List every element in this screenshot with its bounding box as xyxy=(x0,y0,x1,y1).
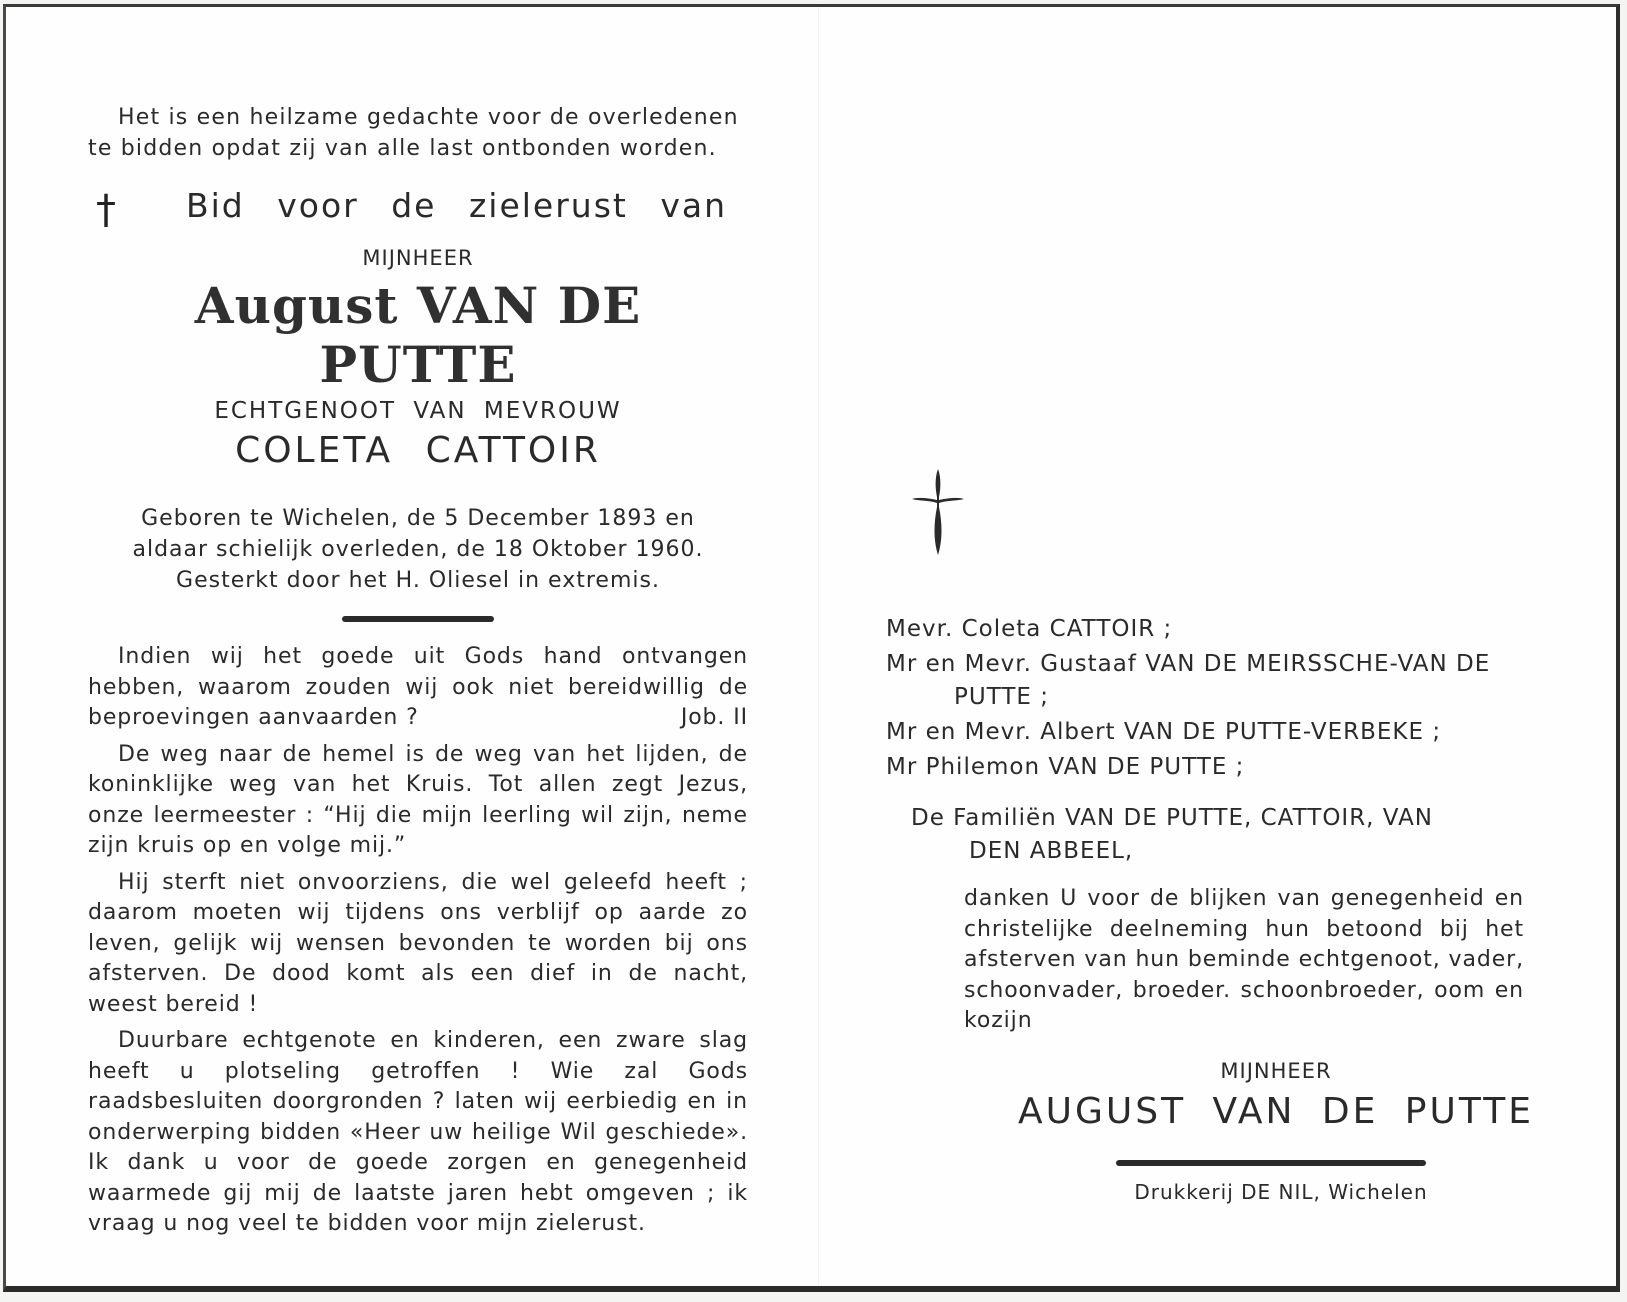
divider xyxy=(1116,1160,1426,1166)
paragraph xyxy=(88,740,748,862)
intro-line: te bidden opdat zij van alle last ontbonden worden. xyxy=(88,136,717,161)
date-line: Gesterkt door het H. Oliesel in extremis. xyxy=(176,568,660,593)
memorial-card xyxy=(3,4,1620,1292)
family-line-continued: PUTTE ; xyxy=(954,684,1049,710)
printer-credit: Drukkerij DE NIL, Wichelen xyxy=(1134,1179,1428,1204)
date-line: aldaar schielijk overleden, de 18 Oktober 1960. xyxy=(132,537,704,562)
paragraph-text: Hij sterft niet onvoorziens, die wel geleefd heeft ; daarom moeten wij tijdens ons verblijf op aarde zo leven, gelijk wij wensen bevonden te worden bij ons afsterven. De dood komt als een dief in de nacht, weest bereid ! xyxy=(88,869,748,1017)
paragraph xyxy=(88,868,748,1021)
family-line: Mr Philemon VAN DE PUTTE ; xyxy=(886,754,1245,780)
family-line: Mevr. Coleta CATTOIR ; xyxy=(886,616,1173,642)
family-list xyxy=(886,613,1546,868)
scripture-reference: Job. II xyxy=(680,705,748,730)
spouse-name: COLETA CATTOIR xyxy=(235,430,601,471)
spouse-label: ECHTGENOOT VAN MEVROUW xyxy=(214,398,622,424)
deceased-name-caps: AUGUST VAN DE PUTTE xyxy=(1018,1090,1534,1132)
family-general xyxy=(886,802,1546,868)
paragraph xyxy=(88,1026,748,1240)
title-label: MIJNHEER xyxy=(1220,1058,1332,1083)
family-line: Mr en Mevr. Gustaaf VAN DE MEIRSSCHE-VAN DE xyxy=(886,651,1491,677)
card-fold xyxy=(818,7,819,1286)
divider xyxy=(342,616,494,622)
family-entry xyxy=(886,648,1546,714)
meditation-text xyxy=(88,642,748,1240)
title-label: MIJNHEER xyxy=(362,246,474,270)
prayer-heading: Bid voor de zielerust van xyxy=(186,186,727,225)
intro-text xyxy=(88,102,748,164)
intro-line: Het is een heilzame gedachte voor de overledenen xyxy=(118,105,739,130)
paragraph-text: Indien wij het goede uit Gods hand ontvangen hebben, waarom zouden wij ook niet bereidwillig de beproevingen aanvaarden ? xyxy=(88,644,748,730)
life-dates xyxy=(88,503,748,596)
thanks-text: danken U voor de blijken van genegenheid en christelijke deelneming hun betoond bij het afsterven van hun beminde echtgenoot, vader, schoonvader, broeder. schoonbroeder, oom en kozijn xyxy=(964,886,1524,1033)
paragraph xyxy=(88,642,748,734)
family-entry xyxy=(886,751,1546,784)
deceased-name: August VAN DE PUTTE xyxy=(194,276,642,394)
family-line: De Familiën VAN DE PUTTE, CATTOIR, VAN xyxy=(911,805,1434,831)
right-panel xyxy=(886,467,1546,1204)
family-entry xyxy=(886,716,1546,749)
paragraph-text: Duurbare echtgenote en kinderen, een zware slag heeft u plotseling getroffen ! Wie zal Gods raadsbesluiten doorgronden ? laten wij eerbiedig en in onderwerping bidden «Heer uw heilige Wil geschiede». Ik dank u voor de goede zorgen en genegenheid waarmede gij mij de laatste jaren hebt omgeven ; ik vraag u nog veel te bidden voor mijn zielerust. xyxy=(88,1028,748,1236)
left-panel xyxy=(88,102,748,1246)
family-line: Mr en Mevr. Albert VAN DE PUTTE-VERBEKE ; xyxy=(886,719,1442,745)
date-line: Geboren te Wichelen, de 5 December 1893 en xyxy=(141,506,695,531)
paragraph-text: De weg naar de hemel is de weg van het lijden, de koninklijke weg van het Kruis. Tot allen zegt Jezus, onze leermeester : “Hij die mijn leerling wil zijn, neme zijn kruis op en volge mij.” xyxy=(88,741,748,858)
family-line-continued: DEN ABBEEL, xyxy=(969,838,1134,864)
prayer-row xyxy=(88,186,748,232)
cross-icon: † xyxy=(96,187,116,233)
ornate-cross-icon xyxy=(908,467,968,557)
family-entry xyxy=(886,613,1546,646)
